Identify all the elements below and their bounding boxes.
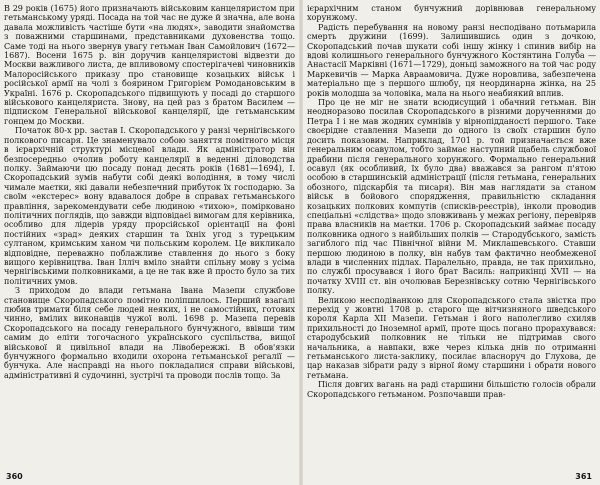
left-paragraph-1: В 29 років (1675) його призначають військовим канцеляристом при гетьманському уряді. Посада на той час не дуже й значна, але вона давала можливість частіше бути «на людях», заводити знайомства з поважними старшинами, представниками духовенства тощо. Саме тоді на нього звернув увагу гетьман Іван Самойлович (1672—1687). Восени 1675 р. він доручив канцеляристові відвезти до Москви важливого листа, де впливовому спостерігачеві чиновників Малоросійського приказу про становище козацьких військ і російської армії на чолі з боярином Григорієм Ромодановським в Україні. 1676 р. Скоропадського підвищують у посаді до старшого військового канцеляриста. Знову, на цей раз з братом Василем — підписком Генеральної військової канцелярії, іде гетьманським гонцем до Москви. <box>4 4 295 126</box>
right-page <box>307 4 596 482</box>
right-page-number: 361 <box>575 472 592 481</box>
right-paragraph-3: Про це не міг не знати всюдисущий і обачний гетьман. Він неодноразово посилав Скоропадського в різними дорученнями до Петра І і не мав жодних сумнівів у вірнопідданості першого. Таке своєрідне ставлення Мазепи до одного із своїх старшин було досить показовим. Наприклад, 1701 р. той призначається вже генеральним осавулом, тобто займає наступний щабель службової драбини після генерального хорунжого. Формально генеральний осавул (як особливий, їх було два) вважався за рангом п'ятою особою в старшинській адміністрації (після гетьмана, генеральних обозного, підскарбія та писаря). Він мав наглядати за станом військ в бойового спорядження, правильністю складання козацьких полкових компутів (списків-реєстрів), інколи проводив спеціальні «слідства» щодо зловживань у межах регіону, перевіряв права власників на маєтки. 1706 р. Скоропадський займає посаду полковника одного з найбільших полків — Стародубського, замість загиблого під час Північної війни М. Миклашевського. Ставши першою людиною в полку, він набув там фактично необмеженої влади в численних підлах. Паралельно, правда, не так прихильно, по службі просувався і його брат Василь: наприкінці XVII — на початку XVIII ст. він очолював Березнівську сотню Чернігівського полку. <box>307 97 596 296</box>
right-paragraph-2: Радість перебування на новому ранзі несподівано потьмарила смерть дружини (1699). Залишившись один з дочкою, Скоропадський почав шукати собі іншу жінку і спинив вибір на вдові колишнього генерального бунчужного Костянтина Голуба — Анастасії Марківні (1671—1729), доньці заможного на той час роду Маркевичів — Марка Авраамовича. Дуже норовлива, забезпечена матеріально ще з першого шлюбу, ця неординарна жінка, на 25 років молодша за чоловіка, мала на нього неабиякий вплив. <box>307 21 596 98</box>
right-paragraph-4: Великою несподіванкою для Скоропадського стала звістка про перехід у жовтні 1708 р. старого ще вітчизняного шведського короля Карла XII Мазепи. Гетьман і його наполегливо схиляв прихильності до Іноземної армії, проте щось погано прорахувався: стародубський полковник не тільки не підтримав свого начальника, а навпаки, вже через кілька днів по отриманні гетьманського листа-заклику, посилає власноруч до Глухова, де цар наказав зібрати раду з вірної йому старшини і обрати нового гетьмана. <box>307 294 596 380</box>
right-paragraph-1: ієрархічним станом бунчужний дорівнював генеральному хорунжому. <box>307 4 596 23</box>
left-paragraph-2: Початок 80-х рр. застав І. Скоропадського у ранзі чернігівського полкового писаря. Це знаменувало собою заняття помітного місця в ієрархічній структурі місцевої влади. Як адміністратор він безпосередньо очолив роботу канцелярії в веденні діловодства полку. Займаючи цю посаду понад десять років (1681—1694), І. Скоропадський зумів набути собі деякі володіння, в тому числі чимале маєтки, які давали небезпечний прибуток їх господарю. За своїм «екстерес» вону вдавалося добре в справах гетьманського правління, зарекомендувати себе людиною «тихою», помірковано політичних поглядів, що завжди відповідаєі вимогам для керівника, особливо для лідерів уряду прорсійської орієнтації на фоні постійних «зрад» деяких старшин та їхніх угод з турецьким султаном, кримським ханом чи польським королем. Це викликало відповідне, переважно поблажливе ставлення до нього з боку вищого керівництва. Іван Ілліч вміло знайти спільну мову з усіма чернігівськими полковниками, а це не так вже й просто було за тих політичних умов. <box>4 125 295 286</box>
left-page <box>4 4 295 482</box>
right-paragraph-5: Після довгих вагань на раді старшини більшістю голосів обрали Скоропадського гетьманом. Розпочавши прав- <box>307 379 596 399</box>
book-gutter <box>299 0 303 485</box>
left-paragraph-3: З приходом до влади гетьмана Івана Мазепи службове становище Скоропадського помітно поліпшилось. Перший взагалі любив тримати біля себе людей неяких, і не самостійних, готових чинно, вмілих виконавців чужої волі. 1698 р. Мазепа перевів Скоропадського на посаду генерального бунчужного, ввівши тим самим до еліти тогочасного українського суспільства, вищої військової й цивільної влади на Лівобережжі. В обов'язки бунчужного формально входили охорона гетьманської регалії — бунчука. Але насправді на нього покладалися справи військові, адміністративні й судочинні, зустрічі та проводи послів тощо. За <box>4 285 295 380</box>
left-page-number: 360 <box>6 472 23 481</box>
